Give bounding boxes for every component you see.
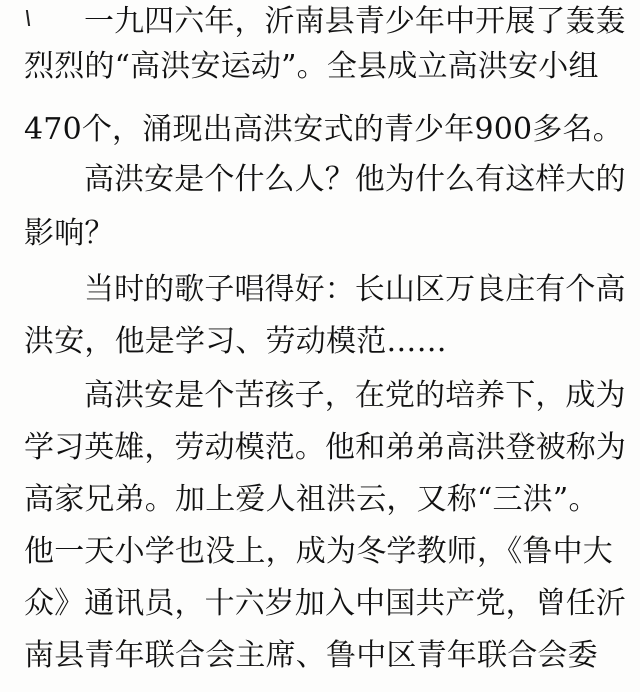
paragraph-4-line-4: 他一天小学也没上，成为冬学教师，《鲁中大 <box>24 534 613 569</box>
paragraph-3-line-2: 洪安，他是学习、劳动模范…… <box>24 324 447 359</box>
paragraph-4-line-5: 众》通讯员，十六岁加入中国共产党，曾任沂 <box>24 586 626 621</box>
paragraph-4-line-2: 学习英雄，劳动模范。他和弟弟高洪登被称为 <box>24 430 626 465</box>
paragraph-1-line-3: 470个，涌现出高洪安式的青少年900多名。 <box>24 112 623 147</box>
paragraph-1-line-1: 一九四六年，沂南县青少年中开展了轰轰 <box>84 4 626 39</box>
page-edge-mark <box>26 10 38 26</box>
paragraph-4-line-1: 高洪安是个苦孩子，在党的培养下，成为 <box>84 378 626 413</box>
paragraph-4-line-6: 南县青年联合会主席、鲁中区青年联合会委 <box>24 638 598 673</box>
paragraph-4-line-3: 高家兄弟。加上爱人祖洪云，又称“三洪”。 <box>24 482 599 517</box>
paragraph-3-line-1: 当时的歌子唱得好：长山区万良庄有个高 <box>84 272 626 307</box>
paragraph-1-line-2: 烈烈的“高洪安运动”。全县成立高洪安小组 <box>24 49 599 84</box>
paragraph-2-line-2: 影响？ <box>24 216 115 251</box>
paragraph-2-line-1: 高洪安是个什么人？他为什么有这样大的 <box>84 162 626 197</box>
